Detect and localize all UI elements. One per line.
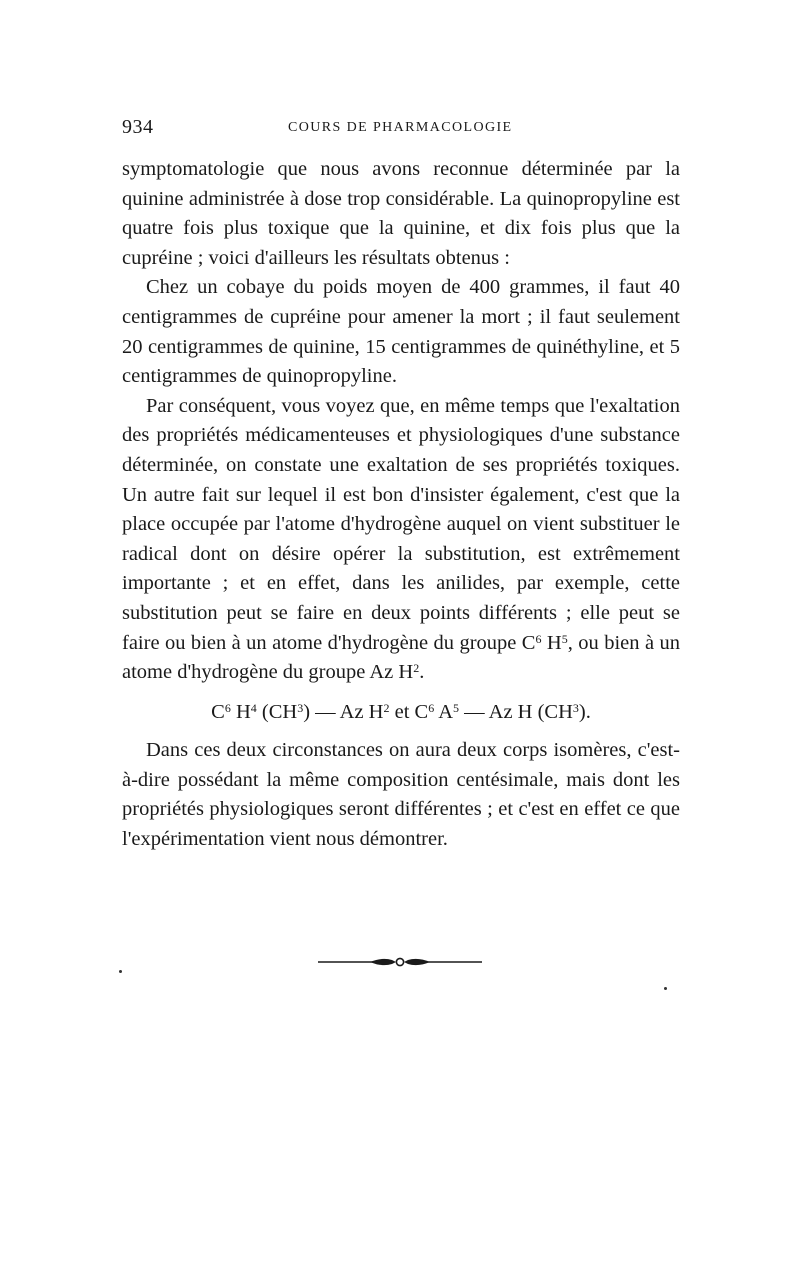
superscript: 2 (413, 661, 420, 676)
formula-text: — Az H (CH (459, 700, 573, 723)
formula-text: et C (389, 700, 429, 723)
paragraph-substitution (122, 392, 680, 688)
formula-text: (CH (256, 700, 298, 723)
formula-superscript: 6 (224, 700, 231, 715)
running-head (122, 116, 680, 140)
superscript: 5 (561, 631, 568, 646)
end-ornament-icon (316, 950, 484, 974)
paragraph-conclusion: Dans ces deux circonstances on aura deux corps isomères, c'est-à-dire possédant la même composition centésimale, mais dont les propriétés physiologiques seront différentes ; et c'est en effet ce que l'expérimentation vient nous démontrer. (122, 739, 680, 851)
superscript: 6 (535, 631, 542, 646)
paper-speck (664, 987, 667, 990)
running-title: COURS DE PHARMACOLOGIE (288, 120, 513, 135)
formula-text: ) — Az H (303, 700, 384, 723)
page-number: 934 (122, 116, 154, 138)
paragraph-text: H (541, 631, 562, 654)
body-text (122, 155, 680, 855)
formula-superscript: 4 (250, 700, 257, 715)
formula-superscript: 2 (383, 700, 390, 715)
formula-superscript: 3 (297, 700, 304, 715)
paragraph-text: , ou bien à un atome d'hydrogène du groupe Az H (122, 631, 680, 684)
formula-text: ). (578, 700, 591, 723)
paragraph-toxicity-results: Chez un cobaye du poids moyen de 400 grammes, il faut 40 centigrammes de cupréine pour amener la mort ; il faut seulement 20 centigrammes de quinine, 15 centigrammes de quinéthyline, et 5 centigrammes de quinopropyline. (122, 276, 680, 388)
formula-text: H (230, 700, 251, 723)
chemical-formula (122, 698, 680, 728)
formula-superscript: 5 (453, 700, 460, 715)
paragraph-continued: symptomatologie que nous avons reconnue déterminée par la quinine administrée à dose trop considérable. La quinopropyline est quatre fois plus toxique que la quinine, et dix fois plus que la cupréine ; voici d'ailleurs les résultats obtenus : (122, 158, 680, 269)
formula-superscript: 6 (428, 700, 435, 715)
formula-text: A (434, 700, 454, 723)
formula-superscript: 3 (572, 700, 579, 715)
paragraph-text: . (419, 661, 425, 684)
paper-speck (119, 970, 122, 973)
formula-text: C (211, 700, 225, 723)
paragraph-text: Par conséquent, vous voyez que, en même temps que l'exaltation des propriétés médicamenteuses et physiologiques d'une substance déterminée, on constate une exaltation de ses propriétés toxiques. Un autre fait sur lequel il est bon d'insister également, c'est que la place occupée par l'atome d'hydrogène auquel on vient substituer le radical dont on désire opérer la substitution, est extrêmement importante ; et en effet, dans les anilides, par exemple, cette substitution peut se faire en deux points différents ; elle peut se faire ou bien à un atome d'hydrogène du groupe C (122, 394, 680, 654)
